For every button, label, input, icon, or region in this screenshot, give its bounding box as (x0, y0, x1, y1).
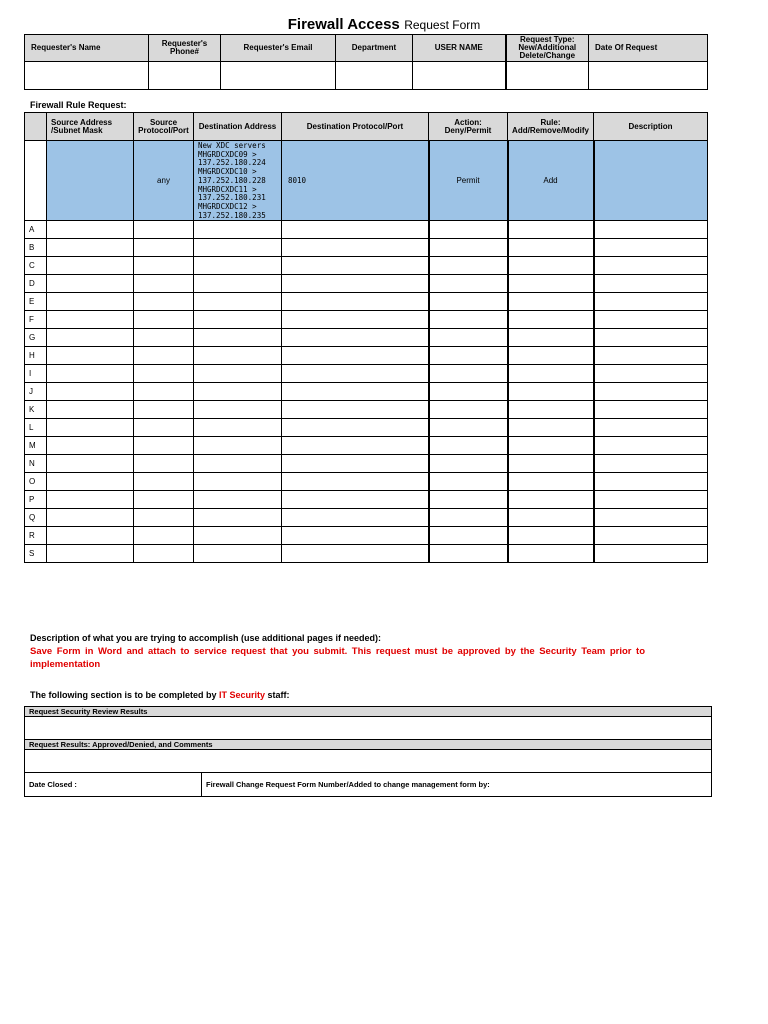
department-header: Department (336, 35, 413, 62)
it-security-intro-before: The following section is to be completed by (30, 690, 220, 700)
rule-source-protocol-cell[interactable] (134, 221, 194, 239)
rule-row-label: A (25, 221, 47, 239)
rule-action-cell[interactable] (429, 311, 508, 329)
rule-source-protocol-cell[interactable] (134, 437, 194, 455)
rule-row-label: I (25, 365, 47, 383)
rule-source-address-cell[interactable] (47, 401, 134, 419)
rule-source-protocol-cell[interactable] (134, 383, 194, 401)
rule-source-address-cell[interactable] (47, 365, 134, 383)
requester-phone-header: Requester's Phone# (149, 35, 221, 62)
rule-destination-protocol-cell[interactable] (282, 365, 429, 383)
rule-destination-protocol-cell[interactable] (282, 293, 429, 311)
form-title-main: Firewall Access (287, 16, 400, 33)
rule-source-address-cell[interactable] (47, 311, 134, 329)
change-form-number-label[interactable]: Firewall Change Request Form Number/Added to change management form by: (202, 773, 712, 797)
rule-destination-address-cell[interactable] (194, 509, 282, 527)
rule-destination-protocol-cell[interactable] (282, 491, 429, 509)
rule-action-cell[interactable] (429, 401, 508, 419)
rule-source-protocol-cell[interactable] (134, 527, 194, 545)
rule-description-cell[interactable] (594, 239, 708, 257)
rule-source-address-cell[interactable] (47, 419, 134, 437)
rule-source-address-cell[interactable] (47, 509, 134, 527)
request-type-header: Request Type: New/Additional Delete/Change (506, 35, 589, 62)
rule-source-address-cell[interactable] (47, 221, 134, 239)
requester-email-header: Requester's Email (221, 35, 336, 62)
security-review-field[interactable] (25, 717, 712, 740)
rule-destination-address-cell[interactable] (194, 455, 282, 473)
rule-description-cell[interactable] (594, 347, 708, 365)
sample-rule[interactable]: Add (508, 141, 594, 221)
rule-source-address-cell[interactable] (47, 455, 134, 473)
rule-source-address-cell[interactable] (47, 545, 134, 563)
rule-action-cell[interactable] (429, 365, 508, 383)
rule-action-cell[interactable] (429, 221, 508, 239)
rule-source-address-cell[interactable] (47, 437, 134, 455)
rule-row (25, 383, 708, 401)
security-review-header: Request Security Review Results (25, 707, 712, 717)
rule-source-protocol-cell[interactable] (134, 365, 194, 383)
row-label-header (25, 113, 47, 141)
rule-rule-cell[interactable] (508, 419, 594, 437)
rule-source-protocol-cell[interactable] (134, 455, 194, 473)
rule-row-label: Q (25, 509, 47, 527)
rule-destination-address-cell[interactable] (194, 437, 282, 455)
rule-rule-cell[interactable] (508, 401, 594, 419)
rule-source-protocol-cell[interactable] (134, 509, 194, 527)
rule-row (25, 347, 708, 365)
rule-action-cell[interactable] (429, 491, 508, 509)
rule-destination-protocol-cell[interactable] (282, 239, 429, 257)
rule-destination-address-cell[interactable] (194, 419, 282, 437)
rule-destination-address-cell[interactable] (194, 545, 282, 563)
rule-row (25, 275, 708, 293)
rule-row-label: J (25, 383, 47, 401)
rule-rule-cell[interactable] (508, 365, 594, 383)
rule-row (25, 419, 708, 437)
requester-phone-field[interactable] (149, 62, 221, 90)
rule-destination-address-cell[interactable] (194, 239, 282, 257)
rule-source-address-cell[interactable] (47, 347, 134, 365)
requester-input-row (25, 62, 708, 90)
rule-destination-protocol-cell[interactable] (282, 455, 429, 473)
rule-row (25, 311, 708, 329)
rule-rule-cell[interactable] (508, 329, 594, 347)
rule-destination-address-cell[interactable] (194, 527, 282, 545)
sample-rule-row (25, 141, 708, 221)
rule-row-label: K (25, 401, 47, 419)
rule-row (25, 473, 708, 491)
description-label: Description of what you are trying to accomplish (use additional pages if needed): (30, 633, 382, 643)
rule-source-protocol-cell[interactable] (134, 491, 194, 509)
rule-source-protocol-cell[interactable] (134, 293, 194, 311)
requester-name-header: Requester's Name (25, 35, 149, 62)
rule-destination-address-cell[interactable] (194, 221, 282, 239)
description-header: Description (594, 113, 708, 141)
rule-row-label: N (25, 455, 47, 473)
rule-destination-address-cell[interactable] (194, 311, 282, 329)
rule-source-address-cell[interactable] (47, 239, 134, 257)
rule-row (25, 491, 708, 509)
rule-row-label: G (25, 329, 47, 347)
rule-row-label: B (25, 239, 47, 257)
rule-description-cell[interactable] (594, 275, 708, 293)
rule-rule-cell[interactable] (508, 275, 594, 293)
rule-action-cell[interactable] (429, 419, 508, 437)
rule-description-cell[interactable] (594, 365, 708, 383)
rule-action-cell[interactable] (429, 437, 508, 455)
firewall-rule-request-label: Firewall Rule Request: (30, 100, 127, 110)
rule-destination-protocol-cell[interactable] (282, 401, 429, 419)
rule-source-address-cell[interactable] (47, 491, 134, 509)
rule-row (25, 437, 708, 455)
rule-rule-cell[interactable] (508, 239, 594, 257)
rule-source-protocol-cell[interactable] (134, 239, 194, 257)
rule-destination-protocol-cell[interactable] (282, 347, 429, 365)
rule-action-cell[interactable] (429, 545, 508, 563)
rule-action-cell[interactable] (429, 239, 508, 257)
sample-description[interactable] (594, 141, 708, 221)
rule-action-cell[interactable] (429, 473, 508, 491)
rule-row-label: E (25, 293, 47, 311)
rule-rule-cell[interactable] (508, 491, 594, 509)
rule-destination-address-cell[interactable] (194, 329, 282, 347)
sample-action[interactable]: Permit (429, 141, 508, 221)
rule-destination-address-cell[interactable] (194, 473, 282, 491)
rule-row (25, 401, 708, 419)
rule-description-cell[interactable] (594, 509, 708, 527)
rule-description-cell[interactable] (594, 473, 708, 491)
rule-destination-address-cell[interactable] (194, 257, 282, 275)
request-results-header: Request Results: Approved/Denied, and Comments (25, 740, 712, 750)
sample-source-protocol[interactable]: any (134, 141, 194, 221)
sample-destination-address[interactable]: New XDC servers MHGRDCXDC09 > 137.252.180.224 MHGRDCXDC10 > 137.252.180.228 MHGRDCXDC11 > 137.252.180.231 MHGRDCXDC12 > 137.252.180.235 (194, 141, 282, 221)
rule-destination-address-cell[interactable] (194, 365, 282, 383)
date-closed-label[interactable]: Date Closed : (25, 773, 202, 797)
rule-destination-address-cell[interactable] (194, 401, 282, 419)
rule-description-cell[interactable] (594, 293, 708, 311)
rule-source-address-cell[interactable] (47, 329, 134, 347)
rule-source-protocol-cell[interactable] (134, 257, 194, 275)
rule-header: Rule: Add/Remove/Modify (508, 113, 594, 141)
rule-row-label: M (25, 437, 47, 455)
rule-row (25, 455, 708, 473)
destination-address-header: Destination Address (194, 113, 282, 141)
rule-source-protocol-cell[interactable] (134, 347, 194, 365)
rule-row-label: O (25, 473, 47, 491)
rule-destination-address-cell[interactable] (194, 383, 282, 401)
rule-row (25, 239, 708, 257)
rule-description-cell[interactable] (594, 437, 708, 455)
rule-description-cell[interactable] (594, 383, 708, 401)
rule-action-cell[interactable] (429, 455, 508, 473)
date-of-request-field[interactable] (589, 62, 708, 90)
request-type-field[interactable] (506, 62, 589, 90)
rule-rule-cell[interactable] (508, 293, 594, 311)
sample-row-label (25, 141, 47, 221)
rule-row-label: F (25, 311, 47, 329)
rule-rule-cell[interactable] (508, 347, 594, 365)
rule-destination-protocol-cell[interactable] (282, 329, 429, 347)
action-header: Action: Deny/Permit (429, 113, 508, 141)
rule-destination-protocol-cell[interactable] (282, 473, 429, 491)
submission-instruction: Save Form in Word and attach to service request that you submit. This request must be approved by the Security Team prior to implementation (30, 646, 645, 670)
rule-rule-cell[interactable] (508, 509, 594, 527)
rule-source-protocol-cell[interactable] (134, 419, 194, 437)
rule-action-cell[interactable] (429, 275, 508, 293)
rule-action-cell[interactable] (429, 257, 508, 275)
requester-email-field[interactable] (221, 62, 336, 90)
request-results-field[interactable] (25, 750, 712, 773)
rule-destination-address-cell[interactable] (194, 275, 282, 293)
rule-description-cell[interactable] (594, 329, 708, 347)
rule-rule-cell[interactable] (508, 383, 594, 401)
rule-source-protocol-cell[interactable] (134, 329, 194, 347)
rule-destination-address-cell[interactable] (194, 293, 282, 311)
source-address-header: Source Address /Subnet Mask (47, 113, 134, 141)
rule-description-cell[interactable] (594, 311, 708, 329)
rule-destination-protocol-cell[interactable] (282, 311, 429, 329)
form-title-sub: Request Form (404, 18, 481, 32)
rule-row (25, 545, 708, 563)
rule-row-label: C (25, 257, 47, 275)
date-of-request-header: Date Of Request (589, 35, 708, 62)
rule-rule-cell[interactable] (508, 527, 594, 545)
form-title (0, 16, 768, 34)
rule-description-cell[interactable] (594, 545, 708, 563)
rule-description-cell[interactable] (594, 257, 708, 275)
rule-action-cell[interactable] (429, 383, 508, 401)
user-name-header: USER NAME (413, 35, 506, 62)
rule-source-address-cell[interactable] (47, 275, 134, 293)
rule-destination-protocol-cell[interactable] (282, 275, 429, 293)
user-name-field[interactable] (413, 62, 506, 90)
rule-source-protocol-cell[interactable] (134, 311, 194, 329)
rule-source-protocol-cell[interactable] (134, 275, 194, 293)
rule-action-cell[interactable] (429, 329, 508, 347)
requester-name-field[interactable] (25, 62, 149, 90)
rule-row-label: P (25, 491, 47, 509)
security-review-table (24, 706, 712, 797)
rule-destination-protocol-cell[interactable] (282, 527, 429, 545)
rule-rule-cell[interactable] (508, 455, 594, 473)
sample-source-address[interactable] (47, 141, 134, 221)
rule-rule-cell[interactable] (508, 221, 594, 239)
rule-source-address-cell[interactable] (47, 383, 134, 401)
rule-row-label: H (25, 347, 47, 365)
rule-row-label: L (25, 419, 47, 437)
requester-header-row (25, 35, 708, 62)
rule-source-protocol-cell[interactable] (134, 401, 194, 419)
rule-action-cell[interactable] (429, 527, 508, 545)
rule-source-protocol-cell[interactable] (134, 545, 194, 563)
rule-row-label: R (25, 527, 47, 545)
rule-rule-cell[interactable] (508, 257, 594, 275)
rule-description-cell[interactable] (594, 401, 708, 419)
rule-destination-address-cell[interactable] (194, 491, 282, 509)
rule-destination-protocol-cell[interactable] (282, 383, 429, 401)
rule-rule-cell[interactable] (508, 473, 594, 491)
rule-description-cell[interactable] (594, 419, 708, 437)
destination-protocol-header: Destination Protocol/Port (282, 113, 429, 141)
rule-destination-protocol-cell[interactable] (282, 419, 429, 437)
rule-row (25, 293, 708, 311)
rule-source-address-cell[interactable] (47, 257, 134, 275)
it-security-intro-after: staff: (265, 690, 290, 700)
rule-action-cell[interactable] (429, 347, 508, 365)
rule-row-label: S (25, 545, 47, 563)
sample-destination-protocol[interactable]: 8010 (282, 141, 429, 221)
rule-row (25, 329, 708, 347)
rule-rule-cell[interactable] (508, 545, 594, 563)
rule-source-address-cell[interactable] (47, 473, 134, 491)
source-protocol-header: Source Protocol/Port (134, 113, 194, 141)
rule-destination-protocol-cell[interactable] (282, 437, 429, 455)
rule-destination-protocol-cell[interactable] (282, 257, 429, 275)
rule-source-address-cell[interactable] (47, 527, 134, 545)
rule-row (25, 365, 708, 383)
rule-destination-protocol-cell[interactable] (282, 221, 429, 239)
rule-header-row (25, 113, 708, 141)
firewall-rule-table (24, 112, 708, 563)
rule-destination-address-cell[interactable] (194, 347, 282, 365)
rule-destination-protocol-cell[interactable] (282, 545, 429, 563)
rule-source-protocol-cell[interactable] (134, 473, 194, 491)
rule-description-cell[interactable] (594, 455, 708, 473)
rule-description-cell[interactable] (594, 491, 708, 509)
rule-description-cell[interactable] (594, 221, 708, 239)
rule-row (25, 509, 708, 527)
rule-destination-protocol-cell[interactable] (282, 509, 429, 527)
rule-row (25, 257, 708, 275)
rule-description-cell[interactable] (594, 527, 708, 545)
rule-action-cell[interactable] (429, 293, 508, 311)
rule-rule-cell[interactable] (508, 311, 594, 329)
it-security-intro (30, 690, 290, 700)
rule-source-address-cell[interactable] (47, 293, 134, 311)
it-security-highlight: IT Security (219, 690, 266, 700)
rule-row-label: D (25, 275, 47, 293)
rule-rule-cell[interactable] (508, 437, 594, 455)
department-field[interactable] (336, 62, 413, 90)
requester-info-table (24, 34, 708, 90)
rule-row (25, 221, 708, 239)
rule-action-cell[interactable] (429, 509, 508, 527)
rule-row (25, 527, 708, 545)
